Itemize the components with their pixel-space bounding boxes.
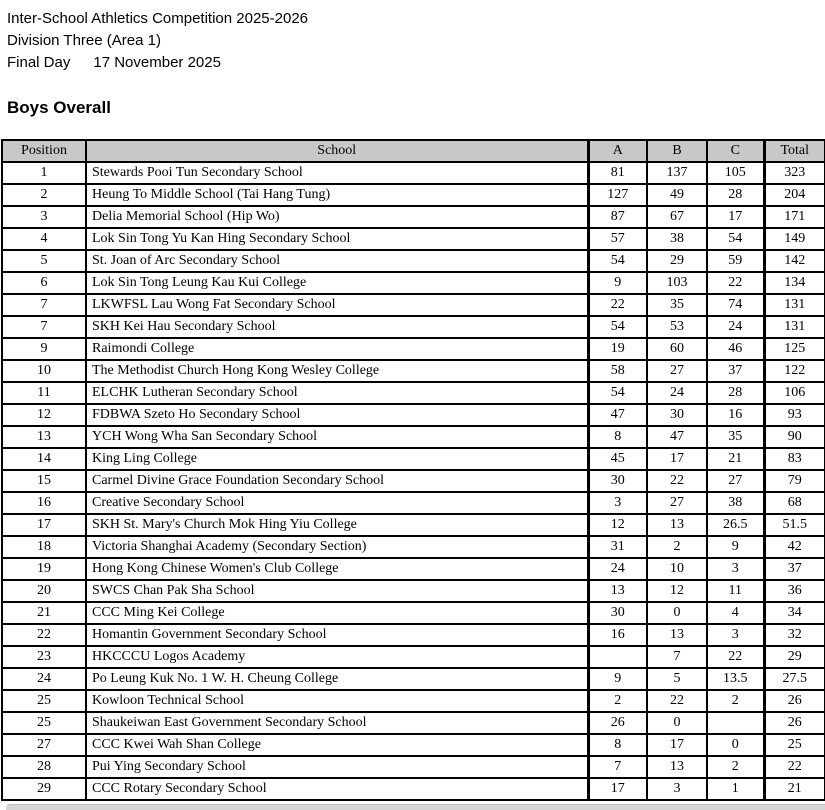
a-cell: 2 (588, 690, 647, 712)
section-title: Boys Overall (7, 98, 111, 117)
school-cell: CCC Ming Kei College (86, 602, 588, 624)
table-row (2, 250, 825, 272)
document-header (7, 8, 308, 118)
school-cell: Pui Ying Secondary School (86, 756, 588, 778)
a-cell: 3 (588, 492, 647, 514)
total-cell: 122 (764, 360, 825, 382)
table-row (2, 734, 825, 756)
c-cell: 22 (707, 646, 764, 668)
a-cell: 16 (588, 624, 647, 646)
table-row (2, 712, 825, 734)
b-cell: 67 (647, 206, 707, 228)
table-row (2, 668, 825, 690)
table-row (2, 272, 825, 294)
b-cell: 22 (647, 690, 707, 712)
c-cell: 21 (707, 448, 764, 470)
school-cell: Lok Sin Tong Leung Kau Kui College (86, 272, 588, 294)
a-cell: 58 (588, 360, 647, 382)
a-cell: 8 (588, 734, 647, 756)
a-cell: 31 (588, 536, 647, 558)
a-cell: 17 (588, 778, 647, 800)
position-cell: 1 (2, 162, 86, 184)
school-cell: Homantin Government Secondary School (86, 624, 588, 646)
division-subtitle: Division Three (Area 1) (7, 32, 161, 49)
c-cell: 9 (707, 536, 764, 558)
c-cell: 38 (707, 492, 764, 514)
table-row (2, 536, 825, 558)
a-cell: 30 (588, 602, 647, 624)
c-cell: 17 (707, 206, 764, 228)
position-cell: 25 (2, 690, 86, 712)
window-edge (6, 804, 825, 810)
a-cell: 54 (588, 316, 647, 338)
a-cell: 127 (588, 184, 647, 206)
position-cell: 13 (2, 426, 86, 448)
b-cell: 13 (647, 756, 707, 778)
c-cell: 4 (707, 602, 764, 624)
results-table (1, 139, 825, 801)
table-row (2, 382, 825, 404)
a-cell: 54 (588, 382, 647, 404)
b-cell: 27 (647, 360, 707, 382)
b-cell: 0 (647, 602, 707, 624)
b-cell: 24 (647, 382, 707, 404)
a-cell: 47 (588, 404, 647, 426)
b-cell: 17 (647, 448, 707, 470)
total-cell: 79 (764, 470, 825, 492)
total-cell: 26 (764, 690, 825, 712)
header-school: School (86, 140, 588, 162)
school-cell: Lok Sin Tong Yu Kan Hing Secondary School (86, 228, 588, 250)
school-cell: SKH Kei Hau Secondary School (86, 316, 588, 338)
position-cell: 20 (2, 580, 86, 602)
school-cell: Shaukeiwan East Government Secondary School (86, 712, 588, 734)
total-cell: 204 (764, 184, 825, 206)
b-cell: 0 (647, 712, 707, 734)
position-cell: 9 (2, 338, 86, 360)
total-cell: 36 (764, 580, 825, 602)
school-cell: Victoria Shanghai Academy (Secondary Section) (86, 536, 588, 558)
final-day-line (7, 52, 308, 74)
c-cell: 3 (707, 624, 764, 646)
c-cell: 13.5 (707, 668, 764, 690)
position-cell: 19 (2, 558, 86, 580)
school-cell: Hong Kong Chinese Women's Club College (86, 558, 588, 580)
position-cell: 12 (2, 404, 86, 426)
b-cell: 27 (647, 492, 707, 514)
c-cell: 27 (707, 470, 764, 492)
position-cell: 17 (2, 514, 86, 536)
a-cell: 57 (588, 228, 647, 250)
school-cell: The Methodist Church Hong Kong Wesley College (86, 360, 588, 382)
total-cell: 125 (764, 338, 825, 360)
final-day-date: 17 November 2025 (93, 54, 221, 71)
table-row (2, 404, 825, 426)
table-row (2, 492, 825, 514)
position-cell: 25 (2, 712, 86, 734)
table-row (2, 646, 825, 668)
header-position: Position (2, 140, 86, 162)
a-cell: 81 (588, 162, 647, 184)
c-cell: 37 (707, 360, 764, 382)
school-cell: Kowloon Technical School (86, 690, 588, 712)
a-cell: 7 (588, 756, 647, 778)
table-row (2, 338, 825, 360)
a-cell: 22 (588, 294, 647, 316)
c-cell: 105 (707, 162, 764, 184)
school-cell: St. Joan of Arc Secondary School (86, 250, 588, 272)
a-cell: 9 (588, 272, 647, 294)
school-cell: FDBWA Szeto Ho Secondary School (86, 404, 588, 426)
position-cell: 23 (2, 646, 86, 668)
table-row (2, 624, 825, 646)
total-cell: 323 (764, 162, 825, 184)
total-cell: 21 (764, 778, 825, 800)
a-cell: 12 (588, 514, 647, 536)
total-cell: 83 (764, 448, 825, 470)
b-cell: 22 (647, 470, 707, 492)
table-row (2, 514, 825, 536)
c-cell: 46 (707, 338, 764, 360)
position-cell: 24 (2, 668, 86, 690)
total-cell: 134 (764, 272, 825, 294)
b-cell: 3 (647, 778, 707, 800)
c-cell (707, 712, 764, 734)
c-cell: 16 (707, 404, 764, 426)
b-cell: 53 (647, 316, 707, 338)
total-cell: 32 (764, 624, 825, 646)
total-cell: 29 (764, 646, 825, 668)
school-cell: SWCS Chan Pak Sha School (86, 580, 588, 602)
total-cell: 131 (764, 316, 825, 338)
school-cell: Creative Secondary School (86, 492, 588, 514)
b-cell: 17 (647, 734, 707, 756)
table-row (2, 470, 825, 492)
school-cell: LKWFSL Lau Wong Fat Secondary School (86, 294, 588, 316)
a-cell (588, 646, 647, 668)
table-row (2, 162, 825, 184)
position-cell: 16 (2, 492, 86, 514)
total-cell: 37 (764, 558, 825, 580)
final-day-label: Final Day (7, 54, 71, 71)
c-cell: 26.5 (707, 514, 764, 536)
b-cell: 5 (647, 668, 707, 690)
total-cell: 131 (764, 294, 825, 316)
school-cell: CCC Rotary Secondary School (86, 778, 588, 800)
position-cell: 7 (2, 316, 86, 338)
b-cell: 103 (647, 272, 707, 294)
position-cell: 29 (2, 778, 86, 800)
b-cell: 60 (647, 338, 707, 360)
c-cell: 24 (707, 316, 764, 338)
total-cell: 90 (764, 426, 825, 448)
position-cell: 22 (2, 624, 86, 646)
header-b: B (647, 140, 707, 162)
c-cell: 22 (707, 272, 764, 294)
b-cell: 38 (647, 228, 707, 250)
b-cell: 30 (647, 404, 707, 426)
total-cell: 51.5 (764, 514, 825, 536)
table-row (2, 316, 825, 338)
header-a: A (588, 140, 647, 162)
total-cell: 106 (764, 382, 825, 404)
table-row (2, 426, 825, 448)
c-cell: 3 (707, 558, 764, 580)
position-cell: 3 (2, 206, 86, 228)
school-cell: HKCCCU Logos Academy (86, 646, 588, 668)
b-cell: 13 (647, 624, 707, 646)
b-cell: 137 (647, 162, 707, 184)
b-cell: 47 (647, 426, 707, 448)
c-cell: 1 (707, 778, 764, 800)
table-row (2, 778, 825, 800)
a-cell: 19 (588, 338, 647, 360)
school-cell: CCC Kwei Wah Shan College (86, 734, 588, 756)
position-cell: 15 (2, 470, 86, 492)
b-cell: 12 (647, 580, 707, 602)
position-cell: 14 (2, 448, 86, 470)
table-row (2, 360, 825, 382)
table-row (2, 756, 825, 778)
school-cell: ELCHK Lutheran Secondary School (86, 382, 588, 404)
position-cell: 4 (2, 228, 86, 250)
b-cell: 49 (647, 184, 707, 206)
total-cell: 142 (764, 250, 825, 272)
table-row (2, 448, 825, 470)
a-cell: 9 (588, 668, 647, 690)
table-row (2, 558, 825, 580)
b-cell: 13 (647, 514, 707, 536)
table-row (2, 184, 825, 206)
total-cell: 26 (764, 712, 825, 734)
c-cell: 74 (707, 294, 764, 316)
position-cell: 21 (2, 602, 86, 624)
school-cell: Carmel Divine Grace Foundation Secondary School (86, 470, 588, 492)
results-table-body (2, 162, 825, 800)
b-cell: 2 (647, 536, 707, 558)
total-cell: 27.5 (764, 668, 825, 690)
table-row (2, 580, 825, 602)
school-cell: King Ling College (86, 448, 588, 470)
school-cell: YCH Wong Wha San Secondary School (86, 426, 588, 448)
c-cell: 59 (707, 250, 764, 272)
table-row (2, 228, 825, 250)
position-cell: 6 (2, 272, 86, 294)
school-cell: Heung To Middle School (Tai Hang Tung) (86, 184, 588, 206)
c-cell: 28 (707, 382, 764, 404)
position-cell: 7 (2, 294, 86, 316)
a-cell: 13 (588, 580, 647, 602)
school-cell: Po Leung Kuk No. 1 W. H. Cheung College (86, 668, 588, 690)
competition-title: Inter-School Athletics Competition 2025-2026 (7, 10, 309, 27)
total-cell: 25 (764, 734, 825, 756)
a-cell: 8 (588, 426, 647, 448)
b-cell: 35 (647, 294, 707, 316)
c-cell: 54 (707, 228, 764, 250)
table-header-row (2, 140, 825, 162)
a-cell: 26 (588, 712, 647, 734)
school-cell: Stewards Pooi Tun Secondary School (86, 162, 588, 184)
total-cell: 34 (764, 602, 825, 624)
total-cell: 93 (764, 404, 825, 426)
b-cell: 10 (647, 558, 707, 580)
c-cell: 0 (707, 734, 764, 756)
b-cell: 7 (647, 646, 707, 668)
total-cell: 42 (764, 536, 825, 558)
table-row (2, 690, 825, 712)
position-cell: 2 (2, 184, 86, 206)
c-cell: 2 (707, 690, 764, 712)
b-cell: 29 (647, 250, 707, 272)
position-cell: 11 (2, 382, 86, 404)
school-cell: Raimondi College (86, 338, 588, 360)
a-cell: 24 (588, 558, 647, 580)
c-cell: 2 (707, 756, 764, 778)
a-cell: 45 (588, 448, 647, 470)
table-row (2, 206, 825, 228)
school-cell: Delia Memorial School (Hip Wo) (86, 206, 588, 228)
total-cell: 149 (764, 228, 825, 250)
table-row (2, 602, 825, 624)
total-cell: 22 (764, 756, 825, 778)
position-cell: 27 (2, 734, 86, 756)
position-cell: 5 (2, 250, 86, 272)
school-cell: SKH St. Mary's Church Mok Hing Yiu College (86, 514, 588, 536)
position-cell: 10 (2, 360, 86, 382)
a-cell: 54 (588, 250, 647, 272)
c-cell: 11 (707, 580, 764, 602)
table-row (2, 294, 825, 316)
a-cell: 87 (588, 206, 647, 228)
header-c: C (707, 140, 764, 162)
header-total: Total (764, 140, 825, 162)
a-cell: 30 (588, 470, 647, 492)
total-cell: 68 (764, 492, 825, 514)
position-cell: 18 (2, 536, 86, 558)
c-cell: 28 (707, 184, 764, 206)
total-cell: 171 (764, 206, 825, 228)
c-cell: 35 (707, 426, 764, 448)
position-cell: 28 (2, 756, 86, 778)
